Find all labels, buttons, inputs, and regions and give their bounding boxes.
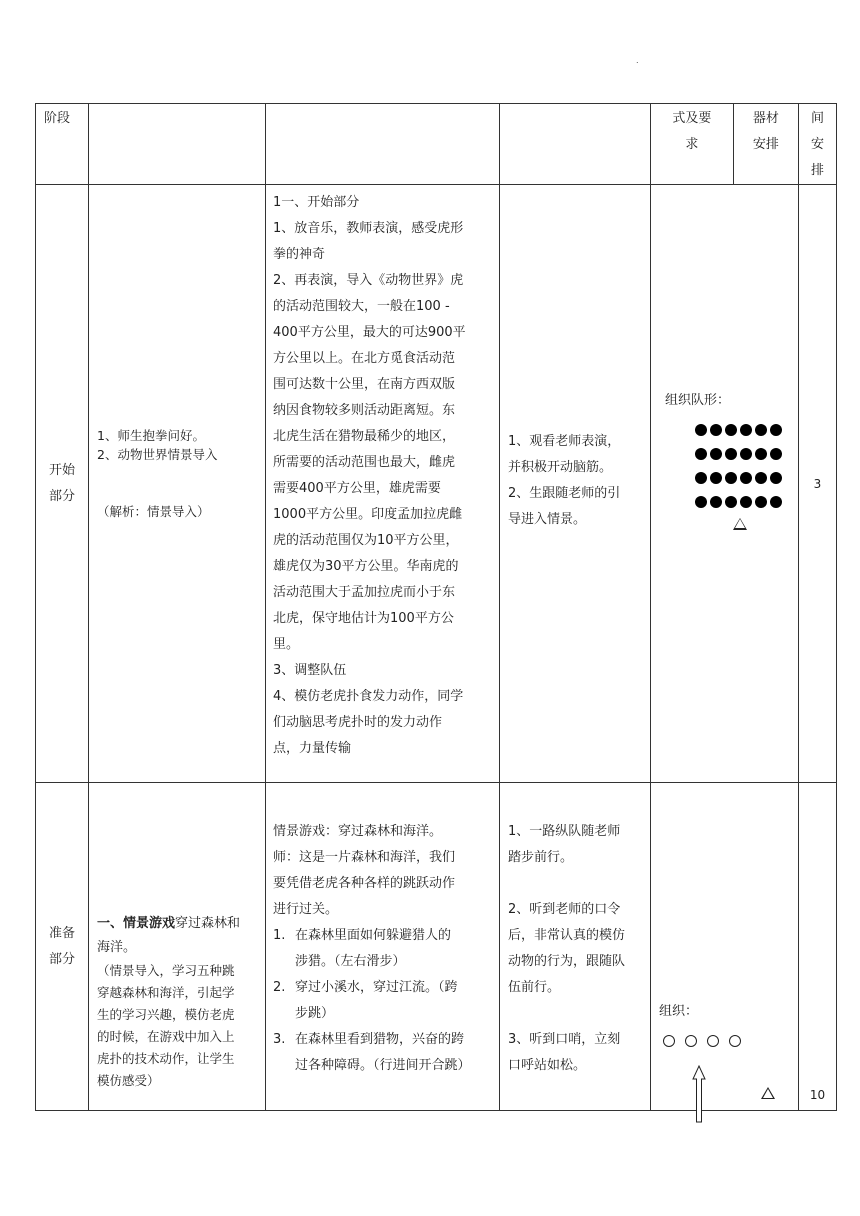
header-student <box>500 104 651 185</box>
prep-content-items <box>273 923 492 1079</box>
filled-circle-icon <box>755 472 767 484</box>
triangle-icon <box>733 518 747 530</box>
objective-note-line: 模仿感受） <box>97 1072 160 1088</box>
filled-circle-icon <box>755 448 767 460</box>
header-objective <box>89 104 266 185</box>
filled-circle-icon <box>770 496 782 508</box>
filled-circle-icon <box>740 448 752 460</box>
filled-circle-icon <box>710 424 722 436</box>
content-line: 虎的活动范围仅为10平方公里， <box>273 533 459 548</box>
student-line: 2、生跟随老师的引 <box>508 485 621 501</box>
content-line: 里。 <box>273 637 300 652</box>
content-line: 1000平方公里。印度孟加拉虎雌 <box>273 507 463 522</box>
filled-circle-icon <box>710 496 722 508</box>
list-item-line: 过各种障碍。（行进间开合跳） <box>295 1058 471 1073</box>
list-item-line: 步跳） <box>295 1006 335 1021</box>
filled-circle-icon <box>695 496 707 508</box>
filled-circle-icon <box>770 424 782 436</box>
content-line: 1一、开始部分 <box>273 195 360 210</box>
filled-circle-icon <box>725 424 737 436</box>
objective-note-line: （情景导入，学习五种跳 <box>97 962 235 978</box>
objective-note-line: 穿越森林和海洋，引起学 <box>97 984 235 1000</box>
filled-circle-icon <box>695 472 707 484</box>
filled-circle-icon <box>755 424 767 436</box>
student-line: 并积极开动脑筋。 <box>508 459 613 475</box>
header-row <box>36 104 837 185</box>
start-content-cell <box>266 185 500 783</box>
start-stage-cell: 开始 部分 <box>36 185 89 783</box>
up-arrow-icon <box>692 1065 706 1123</box>
list-item-line: 涉猎。（左右滑步） <box>295 954 406 969</box>
objective-note-line: 生的学习兴趣，模仿老虎 <box>97 1006 235 1022</box>
content-line: 的活动范围较大，一般在100 - <box>273 299 450 314</box>
filled-circle-icon <box>725 448 737 460</box>
start-objective-2: 2、动物世界情景导入 <box>97 447 218 462</box>
content-line: 活动范围大于孟加拉虎而小于东 <box>273 585 456 600</box>
prep-content-intro <box>273 819 492 923</box>
objective-note-line: 的时候，在游戏中加入上 <box>97 1028 235 1044</box>
student-line <box>508 871 642 897</box>
content-line: 1、放音乐，教师表演，感受虎形 <box>273 221 464 236</box>
header-org: 式及要 求 <box>651 104 734 185</box>
start-student-cell <box>500 185 651 783</box>
filled-circle-icon <box>740 496 752 508</box>
start-section-row <box>36 185 837 783</box>
lesson-plan-table <box>35 103 837 1111</box>
content-line: 雄虎仅为30平方公里。华南虎的 <box>273 559 459 574</box>
content-line: 所需要的活动范围也最大，雌虎 <box>273 455 456 470</box>
list-item <box>273 975 492 1027</box>
filled-circle-icon <box>770 472 782 484</box>
prep-section-row <box>36 783 837 1111</box>
prep-objective-cell <box>89 783 266 1111</box>
triangle-icon <box>761 1087 775 1099</box>
student-line: 伍前行。 <box>508 980 561 995</box>
list-item-number: 1. <box>273 928 286 943</box>
content-line: 们动脑思考虎扑时的发力动作 <box>273 715 443 730</box>
content-line: 点，力量传输 <box>273 741 352 756</box>
filled-circle-icon <box>770 448 782 460</box>
filled-circle-icon <box>695 424 707 436</box>
student-line: 3、听到口哨，立刻 <box>508 1032 621 1047</box>
prep-objective-line2: 海洋。 <box>97 939 137 955</box>
content-line: 400平方公里，最大的可达900平 <box>273 325 466 340</box>
student-line: 动物的行为，跟随队 <box>508 954 626 969</box>
header-stage: 阶段 <box>36 104 89 185</box>
start-student-lines <box>508 429 642 533</box>
filled-circle-icon <box>695 448 707 460</box>
content-line: 情景游戏：穿过森林和海洋。 <box>273 824 443 839</box>
student-line: 1、观看老师表演， <box>508 433 621 449</box>
content-line: 方公里以上。在北方觅食活动范 <box>273 351 456 366</box>
start-content-lines <box>273 190 492 762</box>
formation-dots <box>695 424 784 508</box>
content-line: 北虎生活在猎物最稀少的地区， <box>273 429 456 444</box>
prep-org-label: 组织： <box>659 1004 699 1019</box>
student-line: 后，非常认真的模仿 <box>508 928 626 943</box>
content-line: 2、再表演，导入《动物世界》虎 <box>273 273 464 288</box>
filled-circle-icon <box>710 472 722 484</box>
prep-student-lines <box>508 819 642 1079</box>
list-item-number: 3. <box>273 1032 286 1047</box>
content-line: 进行过关。 <box>273 902 339 917</box>
filled-circle-icon <box>710 448 722 460</box>
prep-time-cell: 10 <box>799 783 837 1111</box>
start-org-label: 组织队形： <box>665 392 731 408</box>
filled-circle-icon <box>740 472 752 484</box>
hollow-circle-icon <box>707 1035 719 1047</box>
start-analysis: （解析：情景导入） <box>97 504 210 519</box>
student-line: 导进入情景。 <box>508 511 587 527</box>
start-objective-1: 1、师生抱拳问好。 <box>97 428 205 443</box>
hollow-circle-icon <box>685 1035 697 1047</box>
header-time: 间 安 排 <box>799 104 837 185</box>
prep-student-cell <box>500 783 651 1111</box>
prep-stage-cell: 准备 部分 <box>36 783 89 1111</box>
filled-circle-icon <box>755 496 767 508</box>
content-line: 围可达数十公里，在南方西双版 <box>273 377 456 392</box>
list-item <box>273 923 492 975</box>
student-line: 口呼站如松。 <box>508 1058 587 1073</box>
prep-objective-bold: 一、情景游戏 <box>97 915 176 931</box>
header-equipment: 器材 安排 <box>733 104 798 185</box>
hollow-circle-icon <box>663 1035 675 1047</box>
page-mark: . <box>636 56 639 65</box>
hollow-circle-icon <box>729 1035 741 1047</box>
filled-circle-icon <box>725 472 737 484</box>
prep-org-cell <box>651 783 799 1111</box>
list-item <box>273 1027 492 1079</box>
objective-note-line: 虎扑的技术动作，让学生 <box>97 1050 235 1066</box>
content-line: 3、调整队伍 <box>273 663 347 678</box>
student-line: 踏步前行。 <box>508 850 574 865</box>
filled-circle-icon <box>725 496 737 508</box>
header-content <box>266 104 500 185</box>
content-line: 拳的神奇 <box>273 247 326 262</box>
prep-content-cell <box>266 783 500 1111</box>
list-item-line: 穿过小溪水，穿过江流。（跨 <box>295 980 458 995</box>
student-line <box>508 1001 642 1027</box>
circle-row <box>663 1035 741 1047</box>
list-item-line: 在森林里面如何躲避猎人的 <box>295 928 452 943</box>
content-line: 4、模仿老虎扑食发力动作，同学 <box>273 689 464 704</box>
prep-objective-note <box>97 960 257 1092</box>
student-line: 2、听到老师的口令 <box>508 902 621 917</box>
content-line: 纳因食物较多则活动距离短。东 <box>273 403 456 418</box>
start-time-cell: 3 <box>799 185 837 783</box>
prep-objective-rest: 穿过森林和 <box>175 915 241 931</box>
filled-circle-icon <box>740 424 752 436</box>
list-item-number: 2. <box>273 980 286 995</box>
list-item-line: 在森林里看到猎物，兴奋的跨 <box>295 1032 465 1047</box>
student-line: 1、一路纵队随老师 <box>508 824 621 839</box>
content-line: 师：这是一片森林和海洋，我们 <box>273 850 456 865</box>
content-line: 需要400平方公里，雄虎需要 <box>273 481 441 496</box>
start-org-cell <box>651 185 799 783</box>
content-line: 要凭借老虎各种各样的跳跃动作 <box>273 876 456 891</box>
start-objective-cell <box>89 185 266 783</box>
content-line: 北虎，保守地估计为100平方公 <box>273 611 454 626</box>
